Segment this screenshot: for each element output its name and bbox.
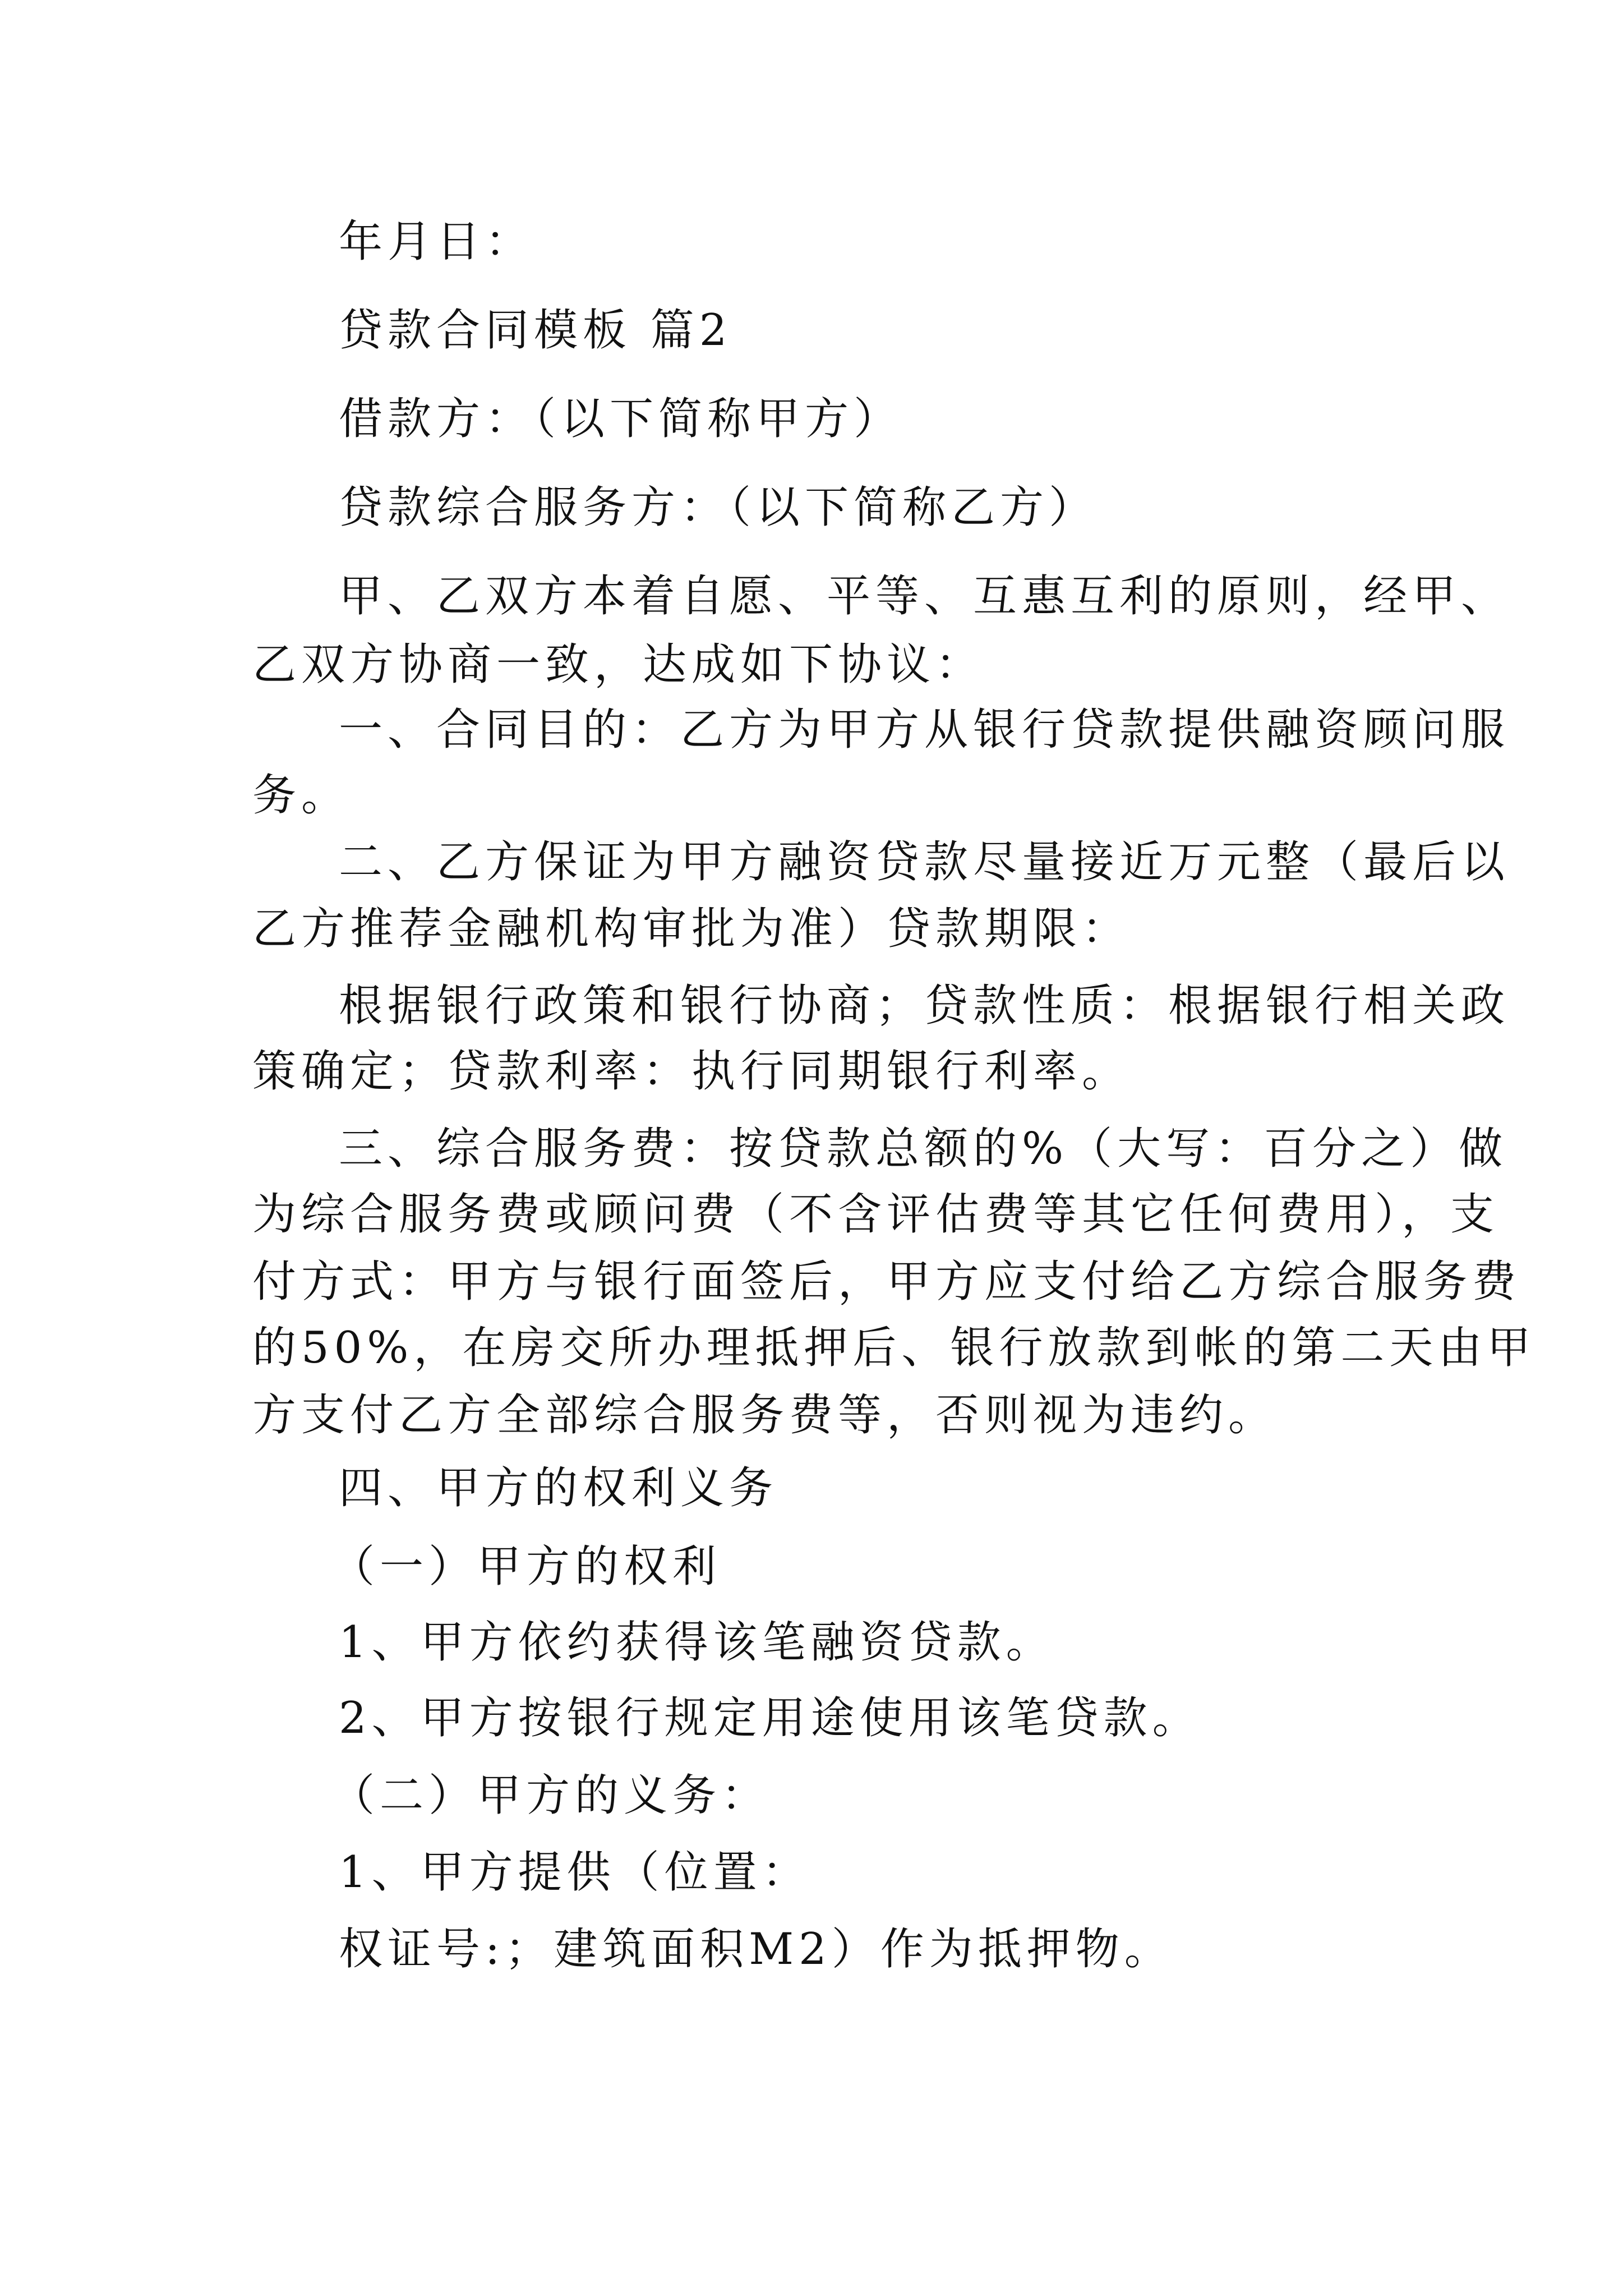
list-item: 1、甲方依约获得该笔融资贷款。 bbox=[339, 1617, 1055, 1668]
service-party-line: 贷款综合服务方：（以下简称乙方） bbox=[339, 482, 1098, 533]
subsection-heading: （一）甲方的权利 bbox=[331, 1542, 722, 1592]
paragraph-line: 一、合同目的：乙方为甲方从银行贷款提供融资顾问服 bbox=[339, 705, 1510, 755]
paragraph-line: 的50%，在房交所办理抵押后、银行放款到帐的第二天由甲 bbox=[252, 1323, 1536, 1373]
paragraph-line: 甲、乙双方本着自愿、平等、互惠互利的原则，经甲、 bbox=[339, 571, 1510, 622]
paragraph-line: 根据银行政策和银行协商；贷款性质：根据银行相关政 bbox=[339, 981, 1510, 1031]
paragraph-line: 乙方推荐金融机构审批为准）贷款期限： bbox=[252, 904, 1131, 954]
paragraph-line: 务。 bbox=[252, 770, 351, 821]
section-heading: 四、甲方的权利义务 bbox=[339, 1463, 778, 1513]
paragraph-line: 策确定；贷款利率：执行同期银行利率。 bbox=[252, 1046, 1131, 1097]
borrower-line: 借款方：（以下简称甲方） bbox=[339, 394, 903, 444]
paragraph-line: 二、乙方保证为甲方融资贷款尽量接近万元整（最后以 bbox=[339, 837, 1510, 887]
date-line: 年月日： bbox=[339, 217, 534, 267]
section-heading: 贷款合同模板 篇2 bbox=[339, 305, 732, 356]
paragraph-line: 为综合服务费或顾问费（不含评估费等其它任何费用），支 bbox=[252, 1189, 1500, 1240]
subsection-heading: （二）甲方的义务： bbox=[331, 1770, 771, 1821]
list-item: 2、甲方按银行规定用途使用该笔贷款。 bbox=[339, 1693, 1201, 1743]
list-item: 1、甲方提供（位置： bbox=[339, 1847, 811, 1898]
paragraph-line: 乙双方协商一致，达成如下协议： bbox=[252, 639, 985, 690]
paragraph-line: 三、综合服务费：按贷款总额的%（大写：百分之）做 bbox=[339, 1124, 1508, 1174]
list-item: 权证号:；建筑面积M2）作为抵押物。 bbox=[339, 1924, 1173, 1975]
paragraph-line: 付方式：甲方与银行面签后，甲方应支付给乙方综合服务费 bbox=[252, 1257, 1521, 1307]
paragraph-line: 方支付乙方全部综合服务费等，否则视为违约。 bbox=[252, 1390, 1278, 1441]
